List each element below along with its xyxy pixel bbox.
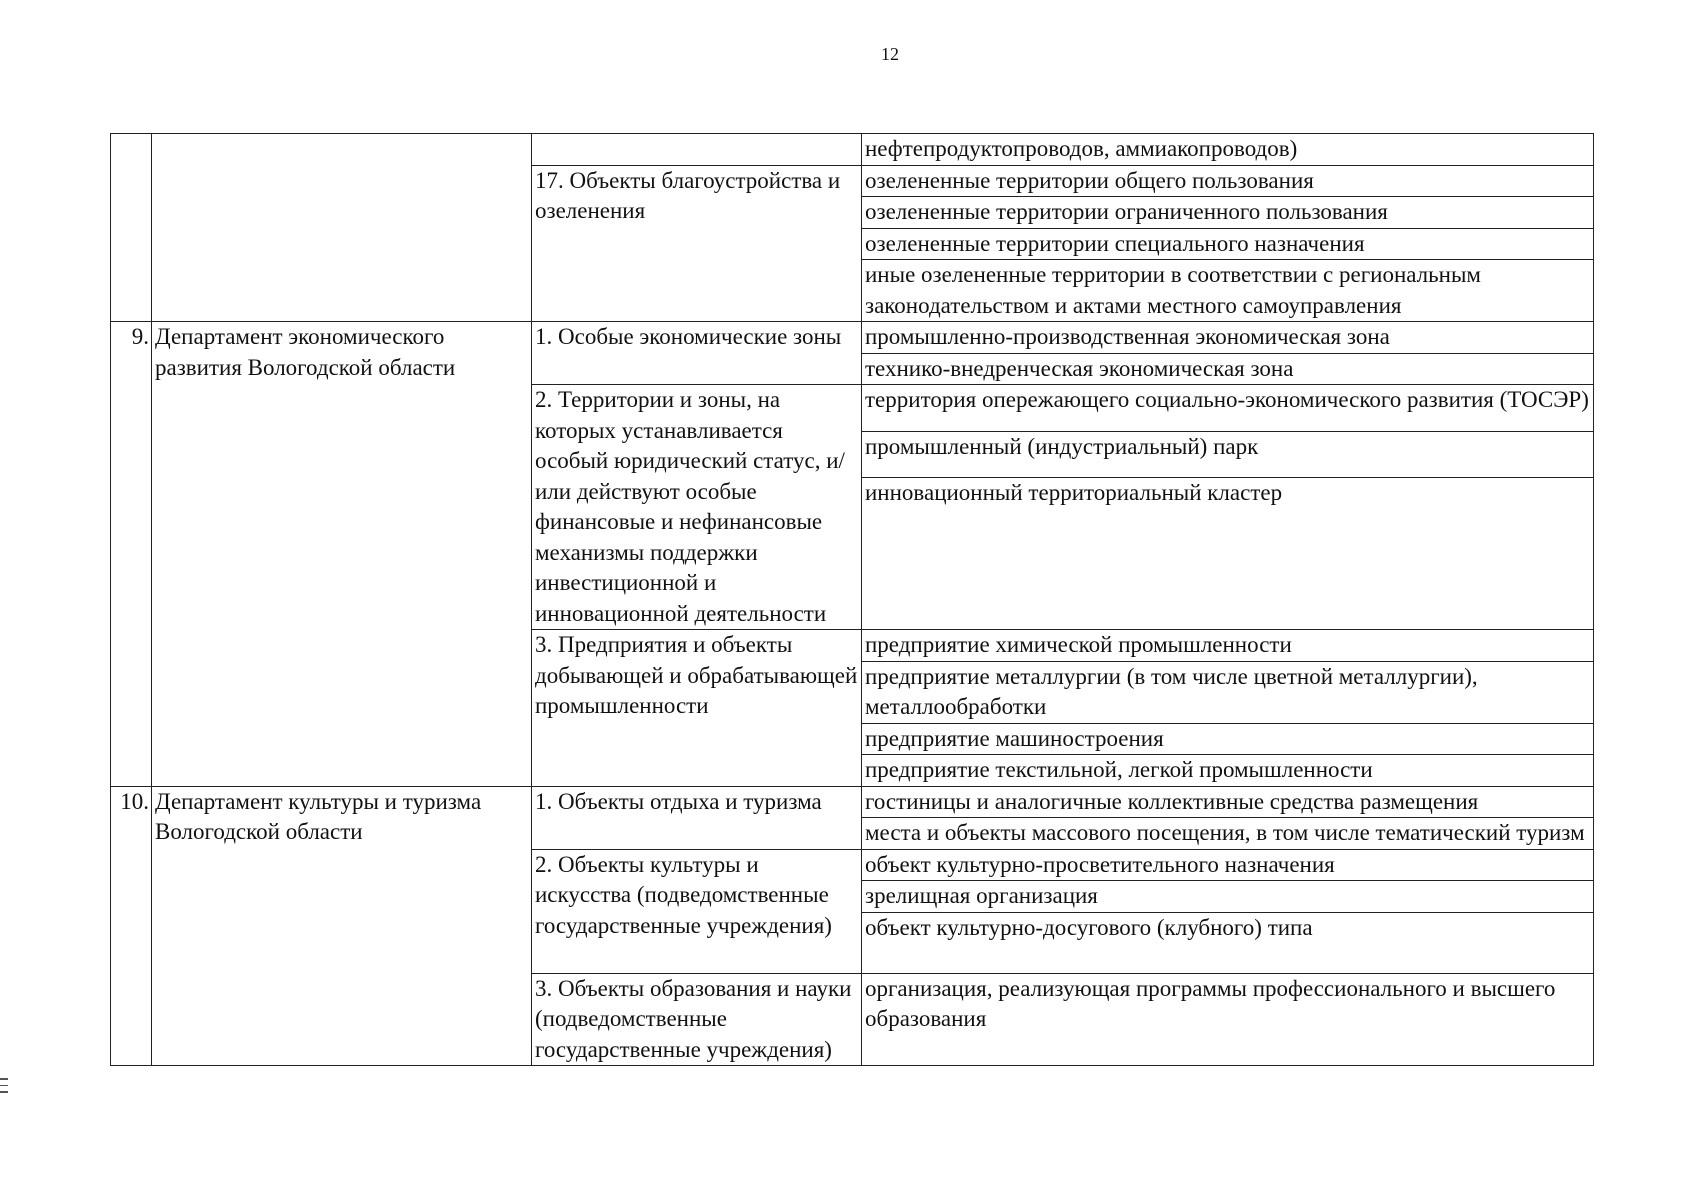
item-cell: озелененные территории ограниченного пользования bbox=[862, 197, 1594, 229]
item-cell: территория опережающего социально-экономического развития (ТОСЭР) bbox=[862, 385, 1594, 432]
category-cell: 3. Предприятия и объекты добывающей и обрабатывающей промышленности bbox=[532, 630, 862, 787]
item-cell: организация, реализующая программы профессионального и высшего образования bbox=[862, 973, 1594, 1066]
row-number: 9. bbox=[111, 322, 152, 787]
department-cell bbox=[152, 134, 532, 322]
item-cell: инновационный территориальный кластер bbox=[862, 478, 1594, 630]
item-cell: объект культурно-досугового (клубного) типа bbox=[862, 912, 1594, 973]
category-cell bbox=[532, 134, 862, 166]
table-row bbox=[111, 786, 1594, 818]
item-cell: гостиницы и аналогичные коллективные средства размещения bbox=[862, 786, 1594, 818]
item-cell: промышленный (индустриальный) парк bbox=[862, 431, 1594, 478]
item-cell: озелененные территории специального назначения bbox=[862, 228, 1594, 260]
item-cell: предприятие химической промышленности bbox=[862, 630, 1594, 662]
category-cell: 3. Объекты образования и науки (подведомственные государственные учреждения) bbox=[532, 973, 862, 1066]
category-cell: 1. Объекты отдыха и туризма bbox=[532, 786, 862, 849]
item-cell: предприятие текстильной, легкой промышленности bbox=[862, 755, 1594, 787]
table-row bbox=[111, 322, 1594, 354]
item-cell: предприятие машиностроения bbox=[862, 723, 1594, 755]
category-cell: 1. Особые экономические зоны bbox=[532, 322, 862, 385]
category-cell: 2. Объекты культуры и искусства (подведомственные государственные учреждения) bbox=[532, 849, 862, 973]
item-cell: места и объекты массового посещения, в том числе тематический туризм bbox=[862, 818, 1594, 850]
category-cell: 2. Территории и зоны, на которых устанавливается особый юридический статус, и/или действуют особые финансовые и нефинансовые механизмы поддержки инвестиционной и инновационной деятельности bbox=[532, 385, 862, 630]
margin-marks bbox=[0, 1078, 8, 1098]
item-cell: зрелищная организация bbox=[862, 881, 1594, 913]
item-cell: иные озелененные территории в соответствии с региональным законодательством и актами местного самоуправления bbox=[862, 260, 1594, 322]
item-cell: объект культурно-просветительного назначения bbox=[862, 849, 1594, 881]
item-cell: нефтепродуктопроводов, аммиакопроводов) bbox=[862, 134, 1594, 166]
item-cell: технико-внедренческая экономическая зона bbox=[862, 353, 1594, 385]
category-cell: 17. Объекты благоустройства и озеленения bbox=[532, 165, 862, 322]
row-number: 10. bbox=[111, 786, 152, 1066]
objects-table bbox=[110, 133, 1594, 1066]
table-row bbox=[111, 134, 1594, 166]
item-cell: промышленно-производственная экономическая зона bbox=[862, 322, 1594, 354]
department-cell: Департамент культуры и туризма Вологодской области bbox=[152, 786, 532, 1066]
item-cell: озелененные территории общего пользования bbox=[862, 165, 1594, 197]
department-cell: Департамент экономического развития Вологодской области bbox=[152, 322, 532, 787]
row-number bbox=[111, 134, 152, 322]
page-number: 12 bbox=[881, 44, 899, 64]
item-cell: предприятие металлургии (в том числе цветной металлургии), металлообработки bbox=[862, 661, 1594, 723]
